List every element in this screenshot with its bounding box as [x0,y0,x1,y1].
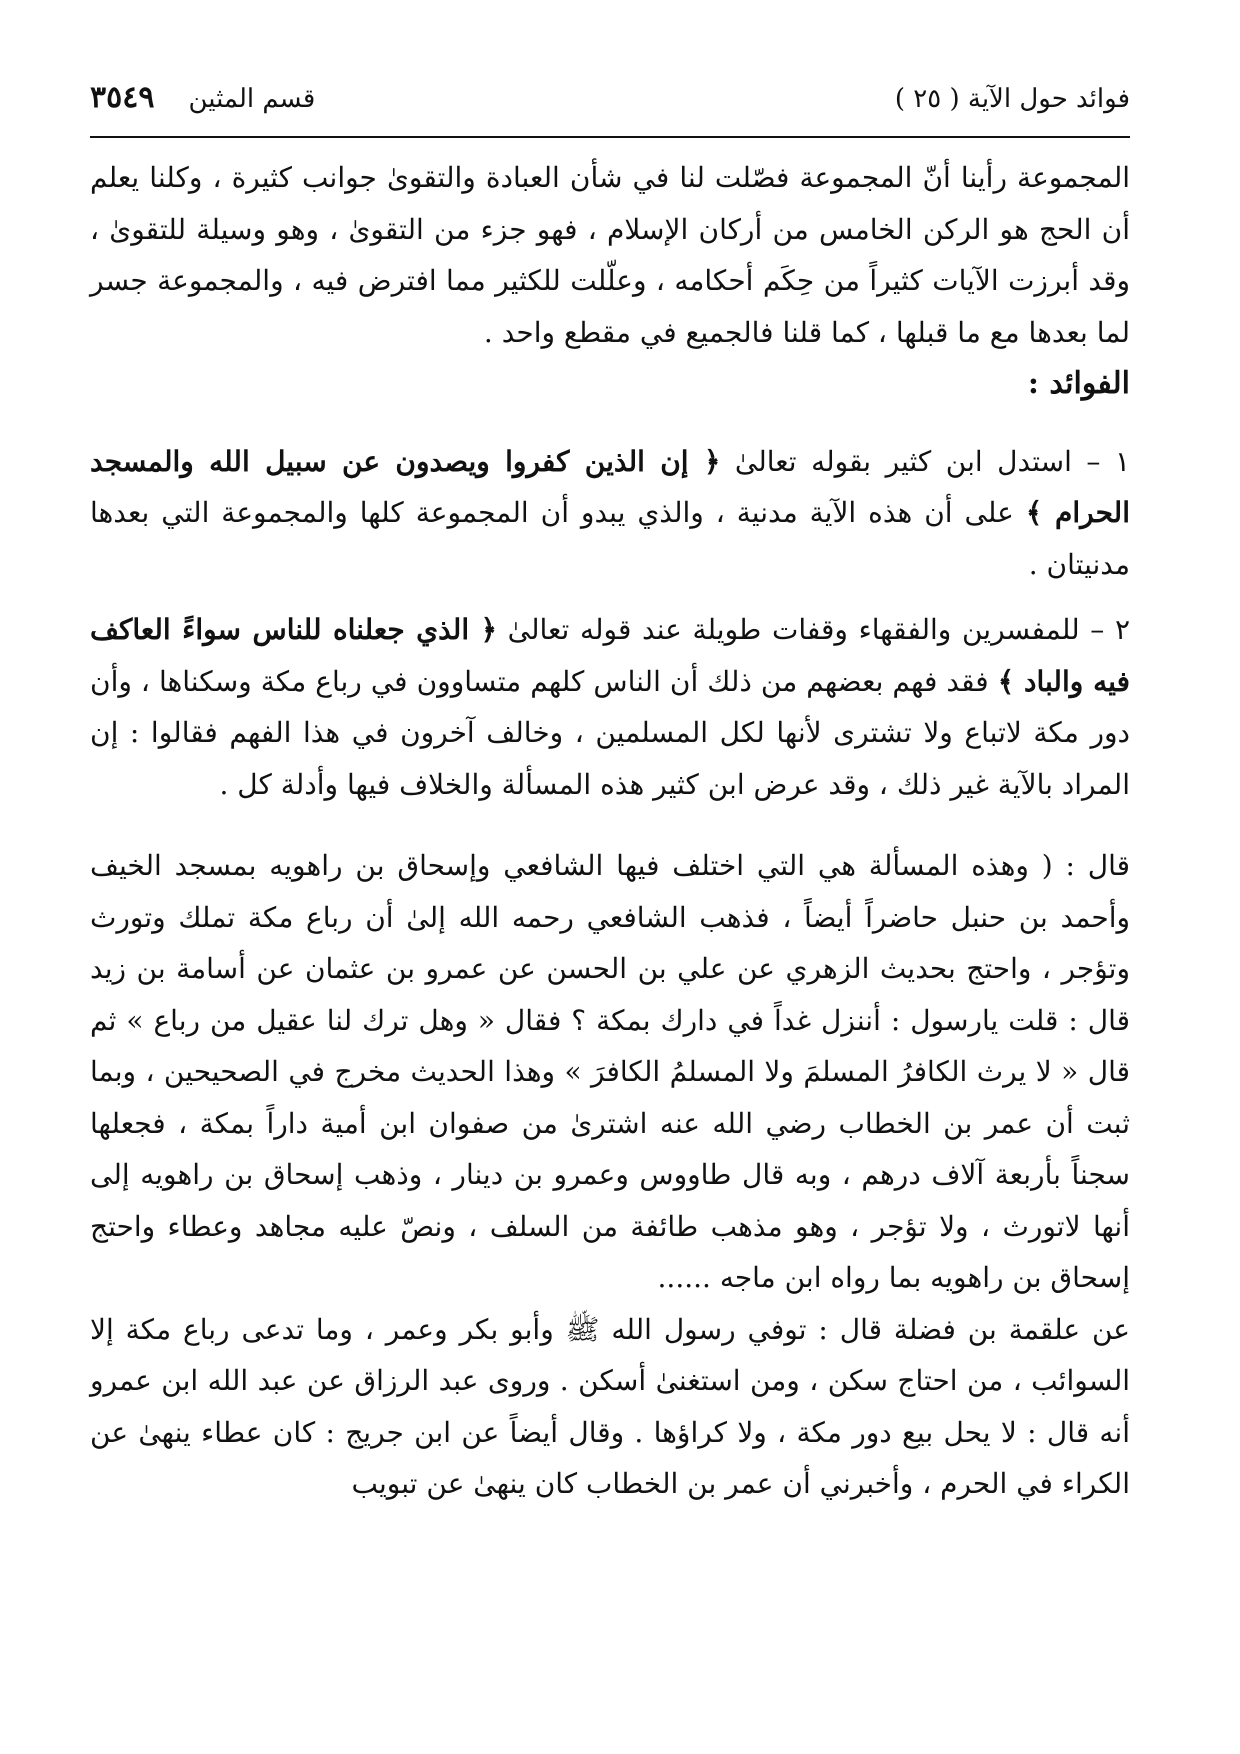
benefit-1-verse: ﴿ إن الذين كفروا ويصدون عن سبيل الله والمسجد الحرام ﴾ [90,444,1130,529]
page-number: ٣٥٤٩ [90,80,155,115]
benefit-2-rest: فقد فهم بعضهم من ذلك أن الناس كلهم متساوون في رباع مكة وسكناها ، وأن دور مكة لاتباع ولا تشترى لأنها لكل المسلمين ، وخالف آخرون في هذا الفهم فقالوا : إن المراد بالآية غير ذلك ، وقد عرض ابن كثير هذه المسألة والخلاف فيها وأدلة كل . [90,664,1130,801]
book-page [90,80,1130,1510]
benefit-2-lead: ٢ – للمفسرين والفقهاء وقفات طويلة عند قوله تعالىٰ [497,613,1130,646]
page-body [90,152,1130,1510]
page-header [90,80,1130,138]
quote-paragraph-1: قال : ( وهذه المسألة هي التي اختلف فيها الشافعي وإسحاق بن راهويه بمسجد الخيف وأحمد بن حنبل حاضراً أيضاً ، فذهب الشافعي رحمه الله إلىٰ أن رباع مكة تملك وتورث وتؤجر ، واحتج بحديث الزهري عن علي بن الحسن عن عمرو بن عثمان عن أسامة بن زيد قال : قلت يارسول : أننزل غداً في دارك بمكة ؟ فقال « وهل ترك لنا عقيل من رباع » ثم قال « لا يرث الكافرُ المسلمَ ولا المسلمُ الكافرَ » وهذا الحديث مخرج في الصحيحين ، وبما ثبت أن عمر بن الخطاب رضي الله عنه اشترىٰ من صفوان ابن أمية داراً بمكة ، فجعلها سجناً بأربعة آلاف درهم ، وبه قال طاووس وعمرو بن دينار ، وذهب إسحاق بن راهويه إلى أنها لاتورث ، ولا تؤجر ، وهو مذهب طائفة من السلف ، ونصّ عليه مجاهد وعطاء واحتج إسحاق بن راهويه بما رواه ابن ماجه ...... [90,849,1131,1294]
running-title: فوائد حول الآية ( ٢٥ ) [894,84,1130,114]
fawaid-heading: الفوائد : [1027,366,1130,401]
benefit-1-rest: على أن هذه الآية مدنية ، والذي يبدو أن المجموعة كلها والمجموعة التي بعدها مدنيتان . [90,496,1130,581]
section-name: قسم المثين [188,84,316,114]
quote-paragraph-2: عن علقمة بن فضلة قال : توفي رسول الله ﷺ وأبو بكر وعمر ، وما تدعى رباع مكة إلا السوائب ، من احتاج سكن ، ومن استغنىٰ أسكن . وروى عبد الرزاق عن عبد الله ابن عمرو أنه قال : لا يحل بيع دور مكة ، ولا كراؤها . وقال أيضاً عن ابن جريج : كان عطاء ينهىٰ عن الكراء في الحرم ، وأخبرني أن عمر بن الخطاب كان ينهىٰ عن تبويب [90,1312,1130,1500]
header-left-group [90,80,315,115]
benefit-1-lead: ١ – استدل ابن كثير بقوله تعالىٰ [720,444,1130,478]
benefit-2-verse: ﴿ الذي جعلناه للناس سواءً العاكف فيه والباد ﴾ [90,613,1130,698]
intro-paragraph: المجموعة رأينا أنّ المجموعة فصّلت لنا في شأن العبادة والتقوىٰ جوانب كثيرة ، وكلنا يعلم أن الحج هو الركن الخامس من أركان الإسلام ، فهو جزء من التقوىٰ ، وهو وسيلة للتقوىٰ ، وقد أبرزت الآيات كثيراً من حِكَم أحكامه ، وعلّلت للكثير مما افترض فيه ، والمجموعة جسر لما بعدها مع ما قبلها ، كما قلنا فالجميع في مقطع واحد . [90,161,1130,349]
benefit-2-paragraph [90,604,1130,810]
benefit-1-paragraph [90,436,1130,591]
